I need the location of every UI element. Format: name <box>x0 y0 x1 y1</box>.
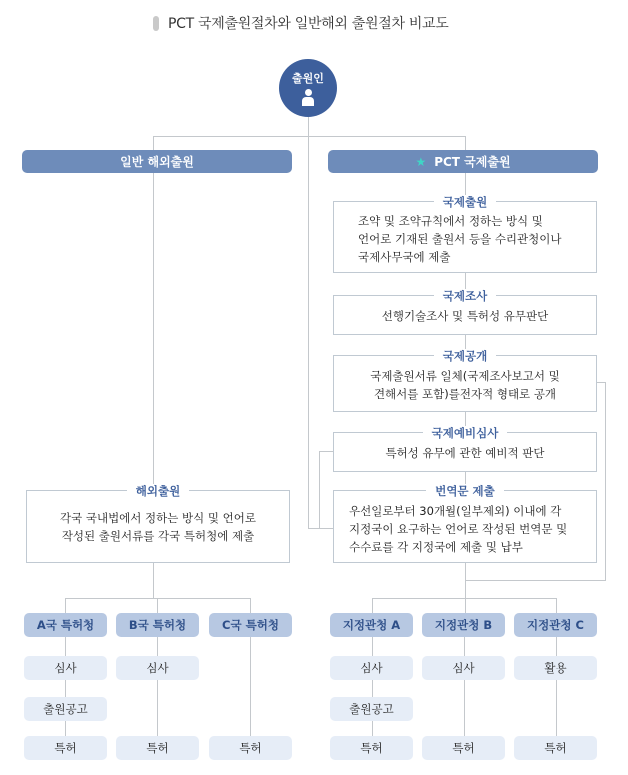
stage-publication: 출원공고 <box>330 697 413 721</box>
step-desc-line: 국제사무국에 제출 <box>358 250 451 264</box>
applicant-label: 출원인 <box>292 72 324 85</box>
stage-publication: 출원공고 <box>24 697 107 721</box>
office-a: A국 특허청 <box>24 613 107 637</box>
connector <box>250 637 251 736</box>
step-desc-line: 특허성 유무에 관한 예비적 판단 <box>385 446 545 460</box>
stage-patent: 특허 <box>330 736 413 760</box>
connector <box>372 598 557 599</box>
connector <box>250 598 251 613</box>
person-icon <box>301 89 315 107</box>
connector <box>157 637 158 736</box>
stage-examination: 심사 <box>24 656 107 680</box>
step-desc-line: 선행기술조사 및 특허성 유무판단 <box>381 309 549 323</box>
connector <box>556 637 557 736</box>
office-c: C국 특허청 <box>209 613 292 637</box>
connector <box>372 637 373 736</box>
connector <box>308 117 309 528</box>
pct-step-preliminary-examination <box>333 426 597 472</box>
connector <box>556 598 557 613</box>
stage-patent: 특허 <box>24 736 107 760</box>
connector <box>65 598 66 613</box>
designated-office-c: 지정관청 C <box>514 613 597 637</box>
step-title: 해외출원 <box>127 484 189 498</box>
step-desc-line: 국제출원서류 일체(국제조사보고서 및 <box>370 369 560 383</box>
step-title: 국제출원 <box>434 195 496 209</box>
connector <box>153 136 466 137</box>
connector <box>308 528 319 529</box>
step-title: 국제조사 <box>434 289 496 303</box>
connector <box>464 637 465 736</box>
step-desc-line: 견해서를 포함)를전자적 형태로 공개 <box>373 387 557 401</box>
step-desc-line: 수수료를 각 지정국에 제출 및 납부 <box>349 540 523 554</box>
connector <box>319 528 333 529</box>
connector <box>465 136 466 150</box>
step-title: 국제공개 <box>434 349 496 363</box>
connector <box>605 382 606 580</box>
step-desc-line: 우선일로부터 30개월(일부제외) 이내에 각 <box>349 504 562 518</box>
connector <box>372 598 373 613</box>
stage-utilization: 활용 <box>514 656 597 680</box>
pct-step-international-filing <box>333 195 597 273</box>
title-text: PCT 국제출원절차와 일반해외 출원절차 비교도 <box>168 16 449 32</box>
step-desc-line: 각국 국내법에서 정하는 방식 및 언어로 <box>59 511 257 525</box>
connector <box>597 382 605 383</box>
stage-examination: 심사 <box>330 656 413 680</box>
star-icon: ★ <box>415 154 427 169</box>
connector <box>65 637 66 736</box>
general-filing-header <box>22 150 292 173</box>
connector <box>65 598 251 599</box>
pct-step-international-publication <box>333 349 597 412</box>
step-desc-line: 작성된 출원서류를 각국 특허청에 제출 <box>61 529 255 543</box>
pct-step-international-search <box>333 289 597 335</box>
step-title: 번역문 제출 <box>426 484 504 498</box>
pct-filing-header-label: PCT 국제출원 <box>434 155 511 169</box>
connector <box>319 451 320 528</box>
stage-patent: 특허 <box>422 736 505 760</box>
pct-filing-header <box>328 150 598 173</box>
step-desc-line: 지정국이 요구하는 언어로 작성된 번역문 및 <box>349 522 568 536</box>
designated-office-a: 지정관청 A <box>330 613 413 637</box>
title-bullet-icon <box>153 16 159 31</box>
connector <box>465 580 606 581</box>
connector <box>157 598 158 613</box>
stage-patent: 특허 <box>209 736 292 760</box>
general-filing-header-label: 일반 해외출원 <box>120 155 194 169</box>
office-b: B국 특허청 <box>116 613 199 637</box>
connector <box>153 563 154 598</box>
applicant-node <box>279 59 337 117</box>
step-title: 국제예비심사 <box>423 426 508 440</box>
step-desc-line: 언어로 기재된 출원서 등을 수리관청이나 <box>358 232 562 246</box>
general-step-overseas-filing <box>26 484 290 563</box>
stage-patent: 특허 <box>116 736 199 760</box>
connector <box>465 563 466 613</box>
diagram-title <box>153 12 449 34</box>
connector <box>319 451 333 452</box>
pct-step-translation-submission <box>333 484 597 563</box>
stage-examination: 심사 <box>422 656 505 680</box>
connector <box>153 173 154 490</box>
step-desc-line: 조약 및 조약규칙에서 정하는 방식 및 <box>358 214 543 228</box>
designated-office-b: 지정관청 B <box>422 613 505 637</box>
stage-patent: 특허 <box>514 736 597 760</box>
connector <box>153 136 154 150</box>
stage-examination: 심사 <box>116 656 199 680</box>
